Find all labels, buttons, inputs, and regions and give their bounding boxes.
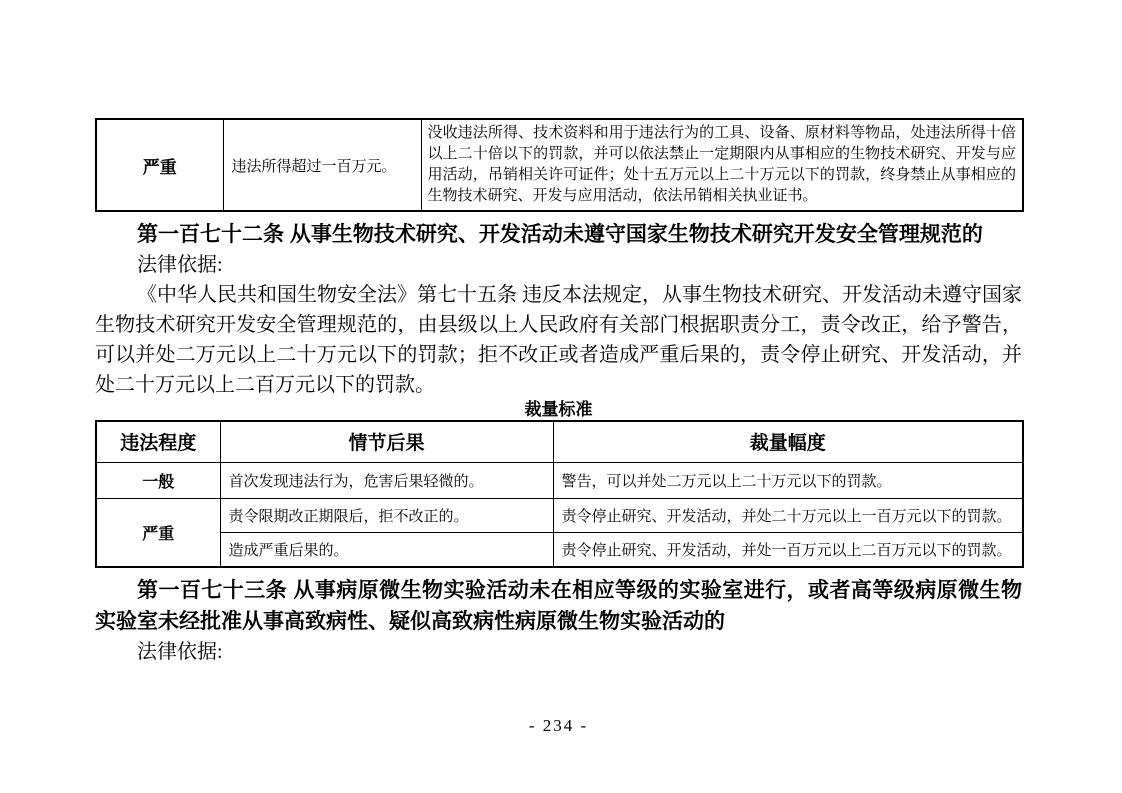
table-row	[96, 119, 1023, 211]
discretion-range-cell: 警告，可以并处二万元以上二十万元以下的罚款。	[553, 462, 1023, 498]
table-row	[96, 532, 1023, 567]
violation-degree-cell: 严重	[96, 498, 220, 567]
table-header-row	[96, 421, 1023, 462]
discretion-range-cell: 责令停止研究、开发活动，并处一百万元以上二百万元以下的罚款。	[553, 532, 1023, 567]
penalty-table-continued	[95, 118, 1024, 212]
circumstance-cell: 责令限期改正期限后，拒不改正的。	[220, 498, 553, 532]
legal-basis-text-172: 《中华人民共和国生物安全法》第七十五条 违反本法规定，从事生物技术研究、开发活动未遵守国家生物技术研究开发安全管理规范的，由县级以上人民政府有关部门根据职责分工，责令改正，给予警告，可以并处二万元以上二十万元以下的罚款；拒不改正或者造成严重后果的，责令停止研究、开发活动，并处二十万元以上二百万元以下的罚款。	[95, 284, 1022, 396]
discretion-range-cell: 责令停止研究、开发活动，并处二十万元以上一百万元以下的罚款。	[553, 498, 1023, 532]
table-row	[96, 498, 1023, 532]
legal-basis-label-172: 法律依据:	[137, 254, 223, 276]
circumstance-cell: 首次发现违法行为，危害后果轻微的。	[220, 462, 553, 498]
discretion-standard-table	[95, 420, 1024, 568]
table-row	[96, 462, 1023, 498]
page-number: - 234 -	[528, 716, 589, 735]
page-content	[95, 0, 1022, 735]
violation-degree-cell: 严重	[96, 119, 223, 211]
violation-degree-cell: 一般	[96, 462, 220, 498]
penalty-measure-cell: 没收违法所得、技术资料和用于违法行为的工具、设备、原材料等物品，处违法所得十倍以上二十倍以下的罚款，并可以依法禁止一定期限内从事相应的生物技术研究、开发与应用活动，吊销相关许可证件；处十五万元以上二十万元以下的罚款，终身禁止从事相应的生物技术研究、开发与应用活动，依法吊销相关执业证书。	[421, 119, 1023, 211]
standard-title: 裁量标准	[524, 400, 593, 419]
header-circumstance: 情节后果	[220, 421, 553, 462]
circumstance-cell: 违法所得超过一百万元。	[223, 119, 421, 211]
legal-basis-label-173: 法律依据:	[137, 641, 223, 663]
header-discretion-range: 裁量幅度	[553, 421, 1023, 462]
article-173-heading: 第一百七十三条 从事病原微生物实验活动未在相应等级的实验室进行，或者高等级病原微生物实验室未经批准从事高致病性、疑似高致病性病原微生物实验活动的	[95, 579, 1022, 633]
circumstance-cell: 造成严重后果的。	[220, 532, 553, 567]
header-violation-degree: 违法程度	[96, 421, 220, 462]
article-172-heading: 第一百七十二条 从事生物技术研究、开发活动未遵守国家生物技术研究开发安全管理规范的	[137, 223, 983, 246]
